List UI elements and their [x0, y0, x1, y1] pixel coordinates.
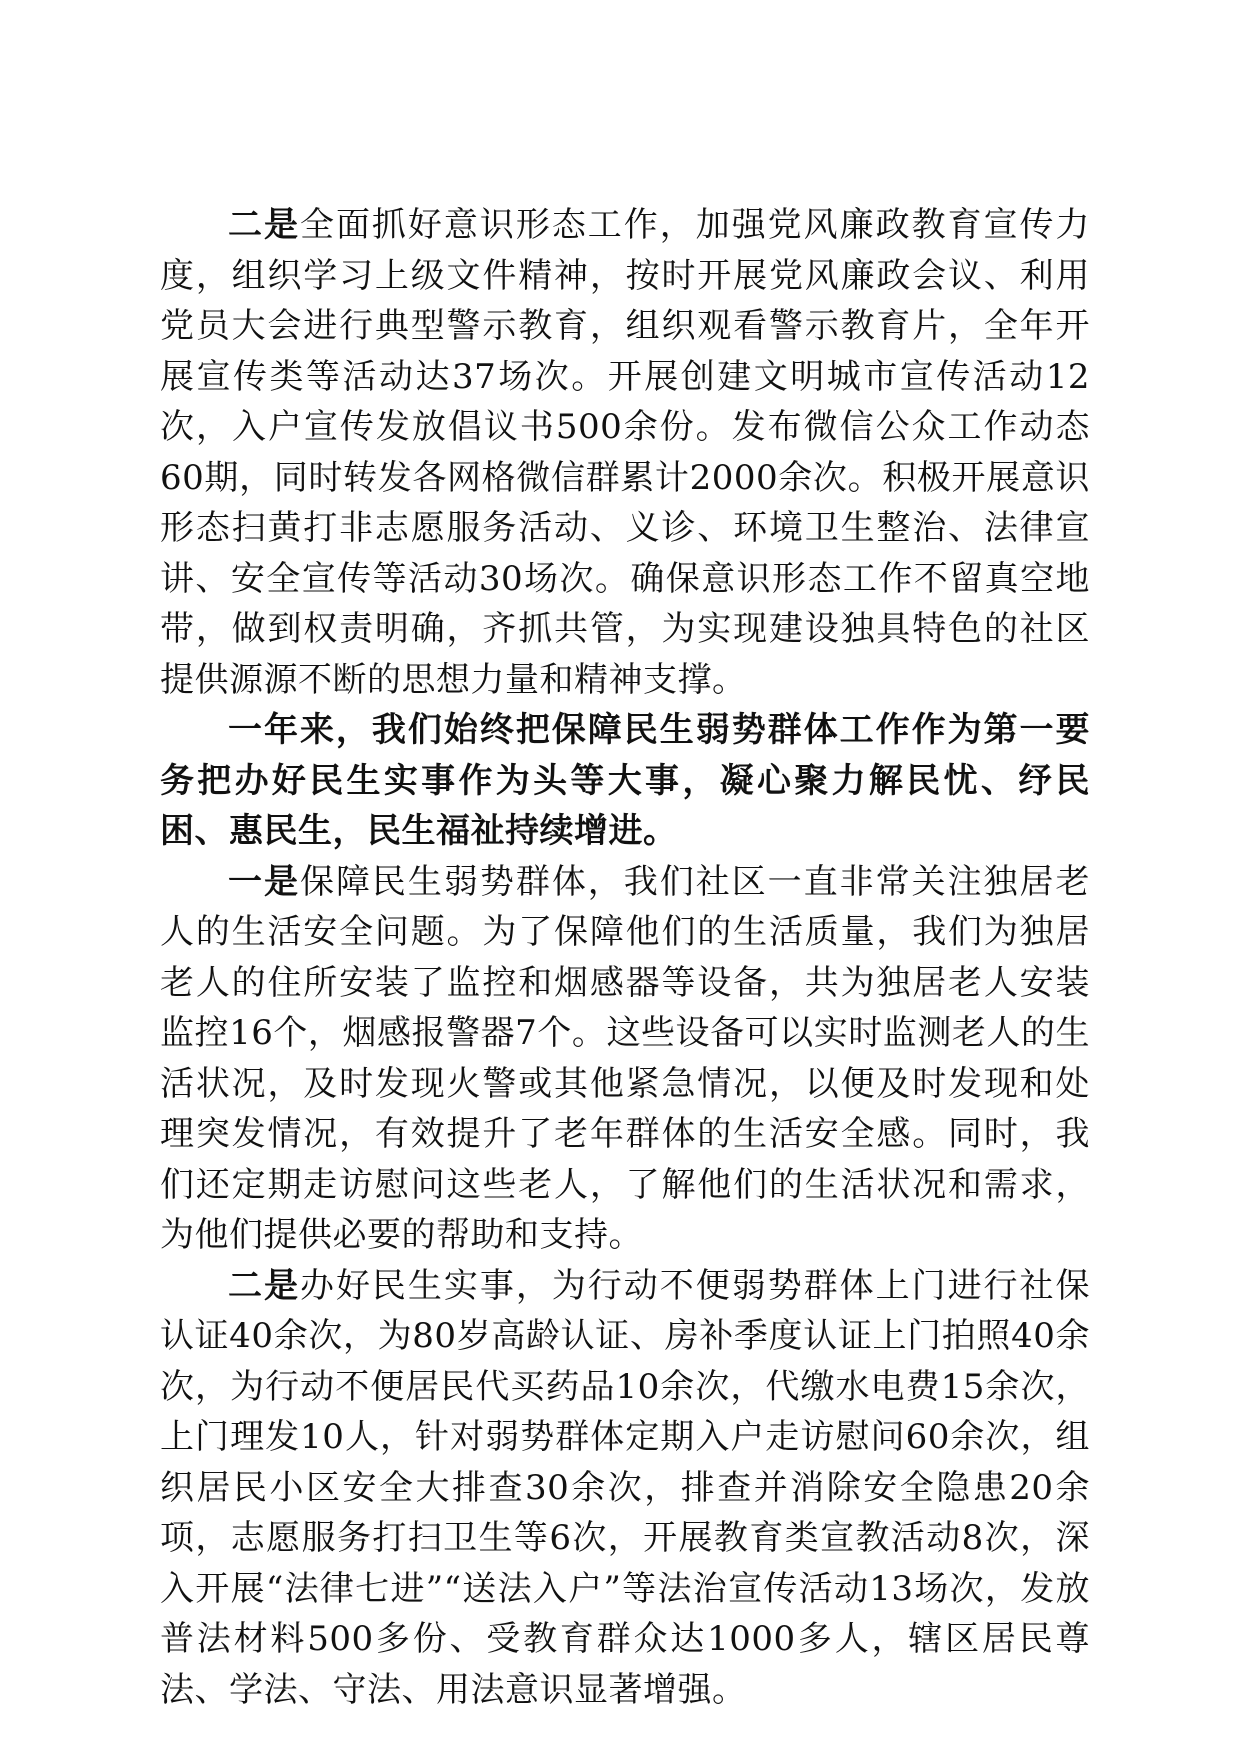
section-heading-livelihood: [160, 705, 1090, 857]
paragraph-lead: 一是: [228, 861, 300, 902]
paragraph-lead: 二是: [228, 205, 300, 245]
paragraph-text: 办好民生实事，为行动不便弱势群体上门进行社保认证40余次，为80岁高龄认证、房补季度认证上门拍照40余次，为行动不便居民代买药品10余次，代缴水电费15余次，上门理发10人，针对弱势群体定期入户走访慰问60余次，组织居民小区安全大排查30余次，排查并消除安全隐患20余项，志愿服务打扫卫生等6次，开展教育类宣教活动8次，深入开展“法律七进”“送法入户”等法治宣传活动13场次，发放普法材料500多份、受教育群众达1000多人，辖区居民尊法、学法、守法、用法意识显著增强。: [160, 1265, 1091, 1710]
paragraph-vulnerable-groups: [160, 857, 1090, 1261]
paragraph-text: 保障民生弱势群体，我们社区一直非常关注独居老人的生活安全问题。为了保障他们的生活质量，我们为独居老人的住所安装了监控和烟感器等设备，共为独居老人安装监控16个，烟感报警器7个。这些设备可以实时监测老人的生活状况，及时发现火警或其他紧急情况，以便及时发现和处理突发情况，有效提升了老年群体的生活安全感。同时，我们还定期走访慰问这些老人，了解他们的生活状况和需求，为他们提供必要的帮助和支持。: [160, 861, 1091, 1255]
paragraph-practical-affairs: [160, 1261, 1090, 1716]
section-heading-text: 一年来，我们始终把保障民生弱势群体工作作为第一要务把办好民生实事作为头等大事，凝心聚力解民忧、纾民困、惠民生，民生福祉持续增进。: [160, 710, 1090, 851]
paragraph-text: 全面抓好意识形态工作，加强党风廉政教育宣传力度，组织学习上级文件精神，按时开展党风廉政会议、利用党员大会进行典型警示教育，组织观看警示教育片，全年开展宣传类等活动达37场次。开展创建文明城市宣传活动12次，入户宣传发放倡议书500余份。发布微信公众工作动态60期，同时转发各网格微信群累计2000余次。积极开展意识形态扫黄打非志愿服务活动、义诊、环境卫生整治、法律宣讲、安全宣传等活动30场次。确保意识形态工作不留真空地带，做到权责明确，齐抓共管，为实现建设独具特色的社区提供源源不断的思想力量和精神支撑。: [160, 205, 1091, 700]
paragraph-lead: 二是: [228, 1265, 300, 1306]
paragraph-ideology-work: [160, 200, 1090, 705]
document-page: [160, 200, 1090, 1715]
